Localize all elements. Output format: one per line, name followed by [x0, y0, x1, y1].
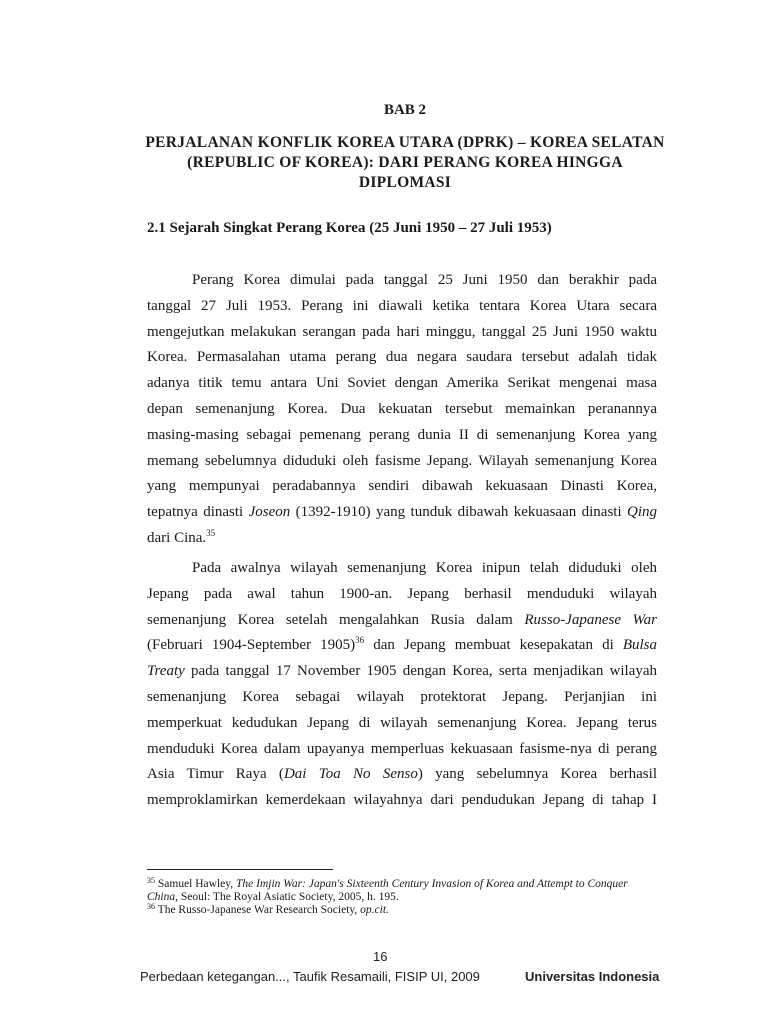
italic-text: Qing — [627, 504, 657, 521]
text-run: menduduki Korea dalam upayanya memperluas kekuasaan fasisme-nya di perang — [147, 740, 657, 757]
text-line — [147, 608, 657, 634]
text-run: semenanjung Korea sebagai wilayah protektorat Jepang. Perjanjian ini — [147, 688, 657, 705]
italic-text: Joseon — [248, 504, 291, 521]
text-run: dan Jepang membuat kesepakatan di — [364, 637, 623, 654]
text-line — [147, 320, 657, 346]
page-number: 16 — [373, 949, 388, 964]
text-line — [147, 556, 657, 582]
paragraph — [147, 556, 657, 814]
text-line — [147, 268, 657, 294]
text-run: memang sebelumnya diduduki oleh fasisme Jepang. Wilayah semenanjung Korea — [147, 452, 657, 469]
text-run: adanya titik temu antara Uni Soviet dengan Amerika Serikat mengenai masa — [147, 375, 657, 392]
text-line — [147, 474, 657, 500]
text-run: The Russo-Japanese War Research Society, — [155, 904, 361, 916]
text-run: ) yang sebelumnya Korea berhasil — [417, 766, 657, 783]
page-footer — [0, 949, 768, 985]
text-run: dari Cina. — [147, 529, 207, 546]
footnotes — [147, 878, 659, 917]
text-line — [147, 762, 657, 788]
italic-text: Treaty — [147, 663, 185, 680]
text-run: mengejutkan melakukan serangan pada hari minggu, tanggal 25 Juni 1950 waktu — [147, 323, 657, 340]
title-line: PERJALANAN KONFLIK KOREA UTARA (DPRK) – KOREA SELATAN — [145, 134, 665, 151]
text-line — [147, 294, 657, 320]
text-run: tepatnya dinasti — [147, 504, 249, 521]
paragraph — [147, 268, 657, 552]
text-run: yang mempunyai peradabannya sendiri dibawah kekuasaan Dinasti Korea, — [147, 478, 657, 495]
text-run: Korea. Permasalahan utama perang dua negara saudara tersebut adalah tidak — [147, 349, 657, 366]
text-line — [147, 397, 657, 423]
text-run: Samuel Hawley, — [155, 878, 237, 890]
title-line: (REPUBLIC OF KOREA): DARI PERANG KOREA HINGGA — [187, 154, 623, 171]
footnote-ref: 35 — [206, 527, 216, 538]
text-line — [147, 582, 657, 608]
text-run: semenanjung Korea setelah mengalahkan Rusia dalam — [147, 611, 525, 628]
text-line — [147, 345, 657, 371]
text-run: , Seoul: The Royal Asiatic Society, 2005, h. 195. — [175, 891, 399, 903]
footnote — [147, 904, 659, 917]
text-line — [147, 526, 657, 552]
text-line — [147, 685, 657, 711]
text-run: (Februari 1904-September 1905) — [147, 637, 356, 654]
university-name: Universitas Indonesia — [525, 969, 660, 984]
chapter-label: BAB 2 — [383, 102, 427, 118]
italic-text: op.cit. — [360, 904, 389, 916]
text-run: memperkuat kedudukan Jepang di wilayah semenanjung Korea. Jepang terus — [147, 714, 657, 731]
footer-citation: Perbedaan ketegangan..., Taufik Resamaili, FISIP UI, 2009 — [140, 969, 480, 984]
text-run: Pada awalnya wilayah semenanjung Korea inipun telah diduduki oleh — [192, 560, 657, 576]
footnote-divider — [147, 869, 333, 870]
text-run: pada tanggal 17 November 1905 dengan Korea, serta menjadikan wilayah — [184, 663, 657, 680]
footnote-ref: 35 — [147, 876, 155, 885]
text-line — [147, 711, 657, 737]
footnote-ref: 36 — [147, 902, 155, 911]
text-line — [147, 788, 657, 814]
footnote-ref: 36 — [355, 635, 365, 646]
text-run: depan semenanjung Korea. Dua kekuatan tersebut memainkan peranannya — [147, 400, 657, 417]
italic-text: Bulsa — [622, 637, 657, 654]
footnote — [147, 878, 659, 904]
italic-text: Russo-Japanese War — [524, 611, 657, 628]
text-line — [147, 737, 657, 763]
text-line — [147, 633, 657, 659]
text-line — [147, 371, 657, 397]
text-run: memproklamirkan kemerdekaan wilayahnya dari pendudukan Jepang di tahap I — [147, 792, 657, 809]
chapter-title — [140, 133, 670, 193]
text-run: Perang Korea dimulai pada tanggal 25 Juni 1950 dan berakhir pada — [192, 272, 657, 288]
text-run: Jepang pada awal tahun 1900-an. Jepang berhasil menduduki wilayah — [147, 585, 657, 602]
text-line — [147, 423, 657, 449]
text-line — [147, 449, 657, 475]
text-run: Asia Timur Raya ( — [147, 766, 284, 783]
text-run: tanggal 27 Juli 1953. Perang ini diawali ketika tentara Korea Utara secara — [147, 297, 657, 314]
text-line — [147, 659, 657, 685]
section-heading: 2.1 Sejarah Singkat Perang Korea (25 Juni 1950 – 27 Juli 1953) — [147, 220, 552, 236]
italic-text: Dai Toa No Senso — [283, 766, 418, 783]
italic-text: The Imjin War: Japan's Sixteenth Century Invasion of Korea and Attempt to Conquer China — [147, 878, 628, 903]
title-line: DIPLOMASI — [358, 174, 452, 191]
text-run: (1392-1910) yang tunduk dibawah kekuasaan dinasti — [290, 504, 627, 521]
text-run: masing-masing sebagai pemenang perang dunia II di semenanjung Korea yang — [147, 426, 657, 443]
text-line — [147, 500, 657, 526]
